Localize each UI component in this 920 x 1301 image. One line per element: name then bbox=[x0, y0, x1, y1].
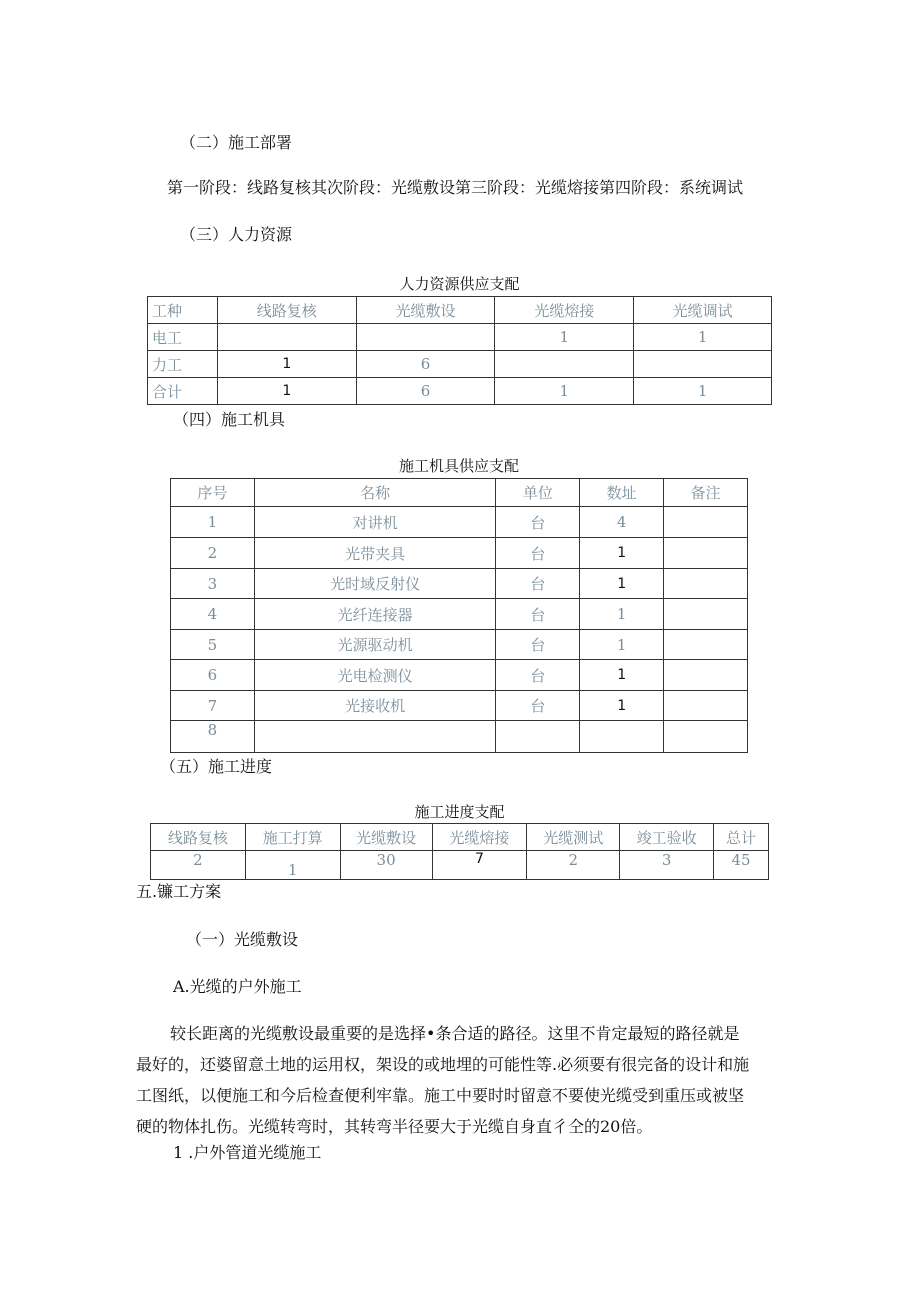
table-header: 光缆熔接 bbox=[495, 297, 634, 324]
table-cell: 1 bbox=[171, 507, 255, 538]
table-cell: 1 bbox=[495, 324, 634, 351]
table-cell bbox=[217, 324, 356, 351]
table-cell: 45 bbox=[714, 851, 769, 880]
table-row bbox=[171, 630, 748, 660]
table-header: 光缆敷设 bbox=[356, 297, 495, 324]
table-cell: 8 bbox=[171, 721, 255, 753]
table-cell: 1 bbox=[580, 538, 664, 569]
table-cell bbox=[664, 538, 748, 569]
table-row bbox=[148, 378, 772, 405]
table-cell: 1 bbox=[217, 378, 356, 405]
table-cell: 力工 bbox=[148, 351, 218, 378]
table-row bbox=[171, 691, 748, 721]
table-cell: 5 bbox=[171, 630, 255, 660]
paragraph-line: 最好的，还婆留意土地的运用权，架设的或地埋的可能性等.必须要有很完备的设计和施 bbox=[136, 1055, 750, 1074]
heading-equipment: （四）施工机具 bbox=[173, 410, 286, 429]
schedule-table-title: 施工进度支配 bbox=[414, 803, 505, 821]
table-header: 线路复核 bbox=[217, 297, 356, 324]
table-cell: 2 bbox=[527, 851, 620, 880]
table-cell: 1 bbox=[634, 378, 772, 405]
heading-construction-deployment: （二）施工部署 bbox=[180, 133, 293, 152]
hr-table bbox=[147, 296, 772, 405]
table-row bbox=[171, 479, 748, 507]
table-row bbox=[171, 538, 748, 569]
table-cell bbox=[495, 351, 634, 378]
table-row bbox=[151, 824, 769, 851]
table-cell: 光接收机 bbox=[254, 691, 496, 721]
table-header: 施工打算 bbox=[245, 824, 340, 851]
hr-table-title: 人力资源供应支配 bbox=[399, 275, 520, 293]
table-header: 竣工验收 bbox=[620, 824, 714, 851]
table-cell: 台 bbox=[496, 691, 580, 721]
table-cell: 6 bbox=[356, 351, 495, 378]
table-row bbox=[148, 297, 772, 324]
table-cell bbox=[664, 599, 748, 630]
table-cell: 7 bbox=[432, 851, 527, 880]
table-cell: 光源驱动机 bbox=[254, 630, 496, 660]
item-outdoor-pipeline: 1 .户外管道光缆施工 bbox=[173, 1143, 322, 1162]
table-header: 总计 bbox=[714, 824, 769, 851]
table-cell: 3 bbox=[620, 851, 714, 880]
equipment-table-title: 施工机具供应支配 bbox=[398, 457, 519, 475]
table-cell bbox=[664, 660, 748, 691]
subheading-outdoor: A.光缆的户外施工 bbox=[173, 977, 302, 996]
table-cell: 1 bbox=[495, 378, 634, 405]
table-cell: 台 bbox=[496, 538, 580, 569]
table-cell: 1 bbox=[580, 691, 664, 721]
table-cell bbox=[496, 721, 580, 753]
table-cell: 台 bbox=[496, 507, 580, 538]
table-cell bbox=[580, 721, 664, 753]
table-row bbox=[171, 507, 748, 538]
schedule-table bbox=[150, 823, 769, 880]
heading-schedule: （五）施工进度 bbox=[160, 757, 273, 776]
body-paragraph bbox=[170, 1018, 770, 1049]
table-cell bbox=[664, 569, 748, 599]
table-cell bbox=[254, 721, 496, 753]
table-header: 单位 bbox=[496, 479, 580, 507]
heading-human-resources: （三）人力资源 bbox=[180, 225, 293, 244]
table-row bbox=[148, 351, 772, 378]
table-cell: 1 bbox=[580, 630, 664, 660]
table-row bbox=[171, 660, 748, 691]
stages-text: 第一阶段：线路复核其次阶段：光缆敷设第三阶段：光缆熔接第四阶段：系统调试 bbox=[167, 178, 744, 197]
table-row bbox=[171, 569, 748, 599]
table-row bbox=[148, 324, 772, 351]
paragraph-line: 较长距离的光缆敷设最重要的是选择•条合适的路径。这里不肯定最短的路径就是 bbox=[170, 1024, 740, 1043]
table-header: 光缆熔接 bbox=[432, 824, 527, 851]
table-cell: 1 bbox=[245, 851, 340, 880]
table-cell: 1 bbox=[580, 660, 664, 691]
table-cell: 1 bbox=[580, 599, 664, 630]
table-cell: 对讲机 bbox=[254, 507, 496, 538]
table-cell bbox=[664, 721, 748, 753]
table-cell: 3 bbox=[171, 569, 255, 599]
table-cell: 电工 bbox=[148, 324, 218, 351]
equipment-table bbox=[170, 478, 748, 753]
body-paragraph-cont bbox=[136, 1049, 776, 1142]
table-cell: 光电检测仪 bbox=[254, 660, 496, 691]
table-cell: 6 bbox=[171, 660, 255, 691]
table-header: 光缆调试 bbox=[634, 297, 772, 324]
table-cell: 1 bbox=[580, 569, 664, 599]
table-cell: 6 bbox=[356, 378, 495, 405]
table-header: 线路复核 bbox=[151, 824, 246, 851]
table-header: 备注 bbox=[664, 479, 748, 507]
subheading-cable-laying: （一）光缆敷设 bbox=[186, 930, 299, 949]
table-cell bbox=[634, 351, 772, 378]
table-header: 名称 bbox=[254, 479, 496, 507]
table-cell: 台 bbox=[496, 599, 580, 630]
table-cell bbox=[664, 507, 748, 538]
table-row bbox=[151, 851, 769, 880]
table-cell: 台 bbox=[496, 630, 580, 660]
table-header: 光缆测试 bbox=[527, 824, 620, 851]
table-header: 光缆敷设 bbox=[340, 824, 432, 851]
table-cell: 光纤连接器 bbox=[254, 599, 496, 630]
table-cell: 2 bbox=[151, 851, 246, 880]
table-cell: 合计 bbox=[148, 378, 218, 405]
table-row bbox=[171, 721, 748, 753]
table-cell: 4 bbox=[580, 507, 664, 538]
table-cell: 1 bbox=[634, 324, 772, 351]
paragraph-line: 硬的物体扎伤。光缆转弯时，其转弯半径要大于光缆自身直彳仝的20倍。 bbox=[136, 1117, 653, 1136]
table-cell bbox=[664, 630, 748, 660]
table-cell: 4 bbox=[171, 599, 255, 630]
table-header: 数址 bbox=[580, 479, 664, 507]
table-header: 工种 bbox=[148, 297, 218, 324]
table-cell: 30 bbox=[340, 851, 432, 880]
table-cell: 1 bbox=[217, 351, 356, 378]
table-cell: 7 bbox=[171, 691, 255, 721]
table-row bbox=[171, 599, 748, 630]
table-cell: 台 bbox=[496, 569, 580, 599]
table-cell bbox=[664, 691, 748, 721]
table-cell: 光带夹具 bbox=[254, 538, 496, 569]
table-cell bbox=[356, 324, 495, 351]
table-cell: 2 bbox=[171, 538, 255, 569]
chapter-heading: 五.镰工方案 bbox=[136, 882, 222, 901]
paragraph-line: 工图纸，以便施工和今后检查便利牢靠。施工中要时时留意不要使光缆受到重压或被坚 bbox=[136, 1086, 745, 1105]
table-cell: 光时域反射仪 bbox=[254, 569, 496, 599]
table-cell: 台 bbox=[496, 660, 580, 691]
table-header: 序号 bbox=[171, 479, 255, 507]
